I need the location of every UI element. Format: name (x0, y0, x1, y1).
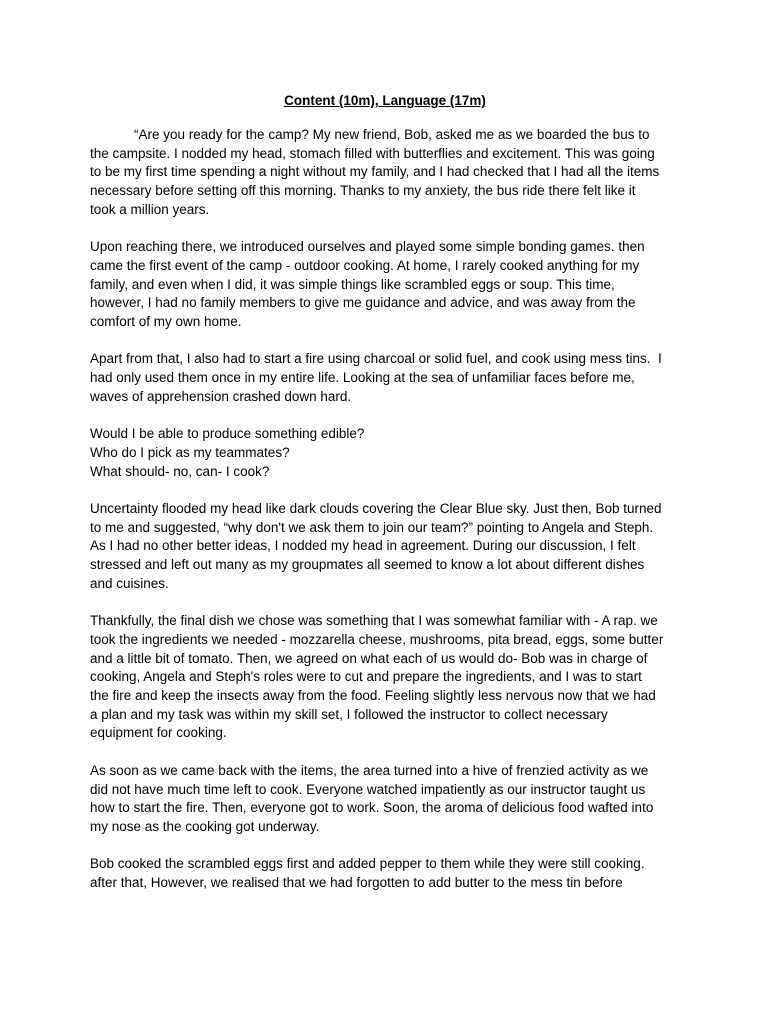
paragraph-line: had only used them once in my entire life. Looking at the sea of unfamiliar faces before me, (90, 370, 635, 386)
paragraph-line: Apart from that, I also had to start a fire using charcoal or solid fuel, and cook using mess tins. I (90, 351, 662, 367)
paragraph-line: Bob cooked the scrambled eggs first and added pepper to them while they were still cooking. (90, 856, 645, 872)
paragraph-line: how to start the fire. Then, everyone got to work. Soon, the aroma of delicious food wafted into (90, 800, 654, 816)
paragraph-line: Upon reaching there, we introduced ourselves and played some simple bonding games. then (90, 239, 645, 255)
paragraph-line: however, I had no family members to give me guidance and advice, and was away from the (90, 295, 636, 311)
paragraph-line: and cuisines. (90, 575, 169, 591)
paragraph-line: the campsite. I nodded my head, stomach filled with butterflies and excitement. This was going (90, 145, 655, 161)
paragraph-2 (90, 238, 680, 332)
paragraph-line: to be my first time spending a night without my family, and I had checked that I had all the items (90, 164, 660, 180)
paragraph-line: necessary before setting off this morning. Thanks to my anxiety, the bus ride there felt like it (90, 183, 636, 199)
paragraph-line: As soon as we came back with the items, the area turned into a hive of frenzied activity as we (90, 762, 649, 778)
paragraph-line: cooking, Angela and Steph's roles were to cut and prepare the ingredients, and I was to start (90, 669, 642, 685)
paragraph-line: my nose as the cooking got underway. (90, 818, 320, 834)
paragraph-line: a plan and my task was within my skill set, I followed the instructor to collect necessary (90, 706, 608, 722)
paragraph-8 (90, 855, 680, 892)
paragraph-line: family, and even when I did, it was simple things like scrambled eggs or soup. This time, (90, 276, 615, 292)
paragraph-1 (90, 126, 680, 220)
paragraph-line: and a little bit of tomato. Then, we agreed on what each of us would do- Bob was in charge of (90, 650, 648, 666)
paragraph-line: Thankfully, the final dish we chose was something that I was somewhat familiar with - A rap. we (90, 613, 658, 629)
question-line: Who do I pick as my teammates? (90, 444, 290, 460)
document-page (90, 92, 680, 911)
paragraph-line: stressed and left out many as my groupmates all seemed to know a lot about different dishes (90, 557, 645, 573)
document-title: Content (10m), Language (17m) (284, 93, 486, 108)
paragraph-line: came the first event of the camp - outdoor cooking. At home, I rarely cooked anything for my (90, 257, 640, 273)
paragraph-line: to me and suggested, “why don't we ask them to join our team?” pointing to Angela and Steph. (90, 519, 654, 535)
paragraph-line: took the ingredients we needed - mozzarella cheese, mushrooms, pita bread, eggs, some butter (90, 631, 664, 647)
paragraph-line: took a million years. (90, 201, 210, 217)
question-line: Would I be able to produce something edible? (90, 426, 365, 442)
paragraph-line: comfort of my own home. (90, 314, 242, 330)
paragraph-3 (90, 350, 680, 406)
paragraph-line: equipment for cooking. (90, 725, 227, 741)
paragraph-line: Uncertainty flooded my head like dark clouds covering the Clear Blue sky. Just then, Bob turned (90, 501, 662, 516)
paragraph-line: did not have much time left to cook. Everyone watched impatiently as our instructor taught us (90, 781, 646, 797)
paragraph-line: As I had no other better ideas, I nodded my head in agreement. During our discussion, I felt (90, 538, 636, 554)
questions-block (90, 425, 680, 481)
question-line: What should- no, can- I cook? (90, 463, 270, 479)
paragraph-5 (90, 500, 680, 594)
paragraph-line: after that, However, we realised that we had forgotten to add butter to the mess tin before (90, 875, 623, 891)
paragraph-7 (90, 762, 680, 837)
paragraph-line: the fire and keep the insects away from the food. Feeling slightly less nervous now that we had (90, 688, 656, 704)
paragraph-line: “Are you ready for the camp? My new friend, Bob, asked me as we boarded the bus to (134, 127, 650, 142)
paragraph-6 (90, 612, 680, 743)
paragraph-line: waves of apprehension crashed down hard. (90, 388, 352, 404)
